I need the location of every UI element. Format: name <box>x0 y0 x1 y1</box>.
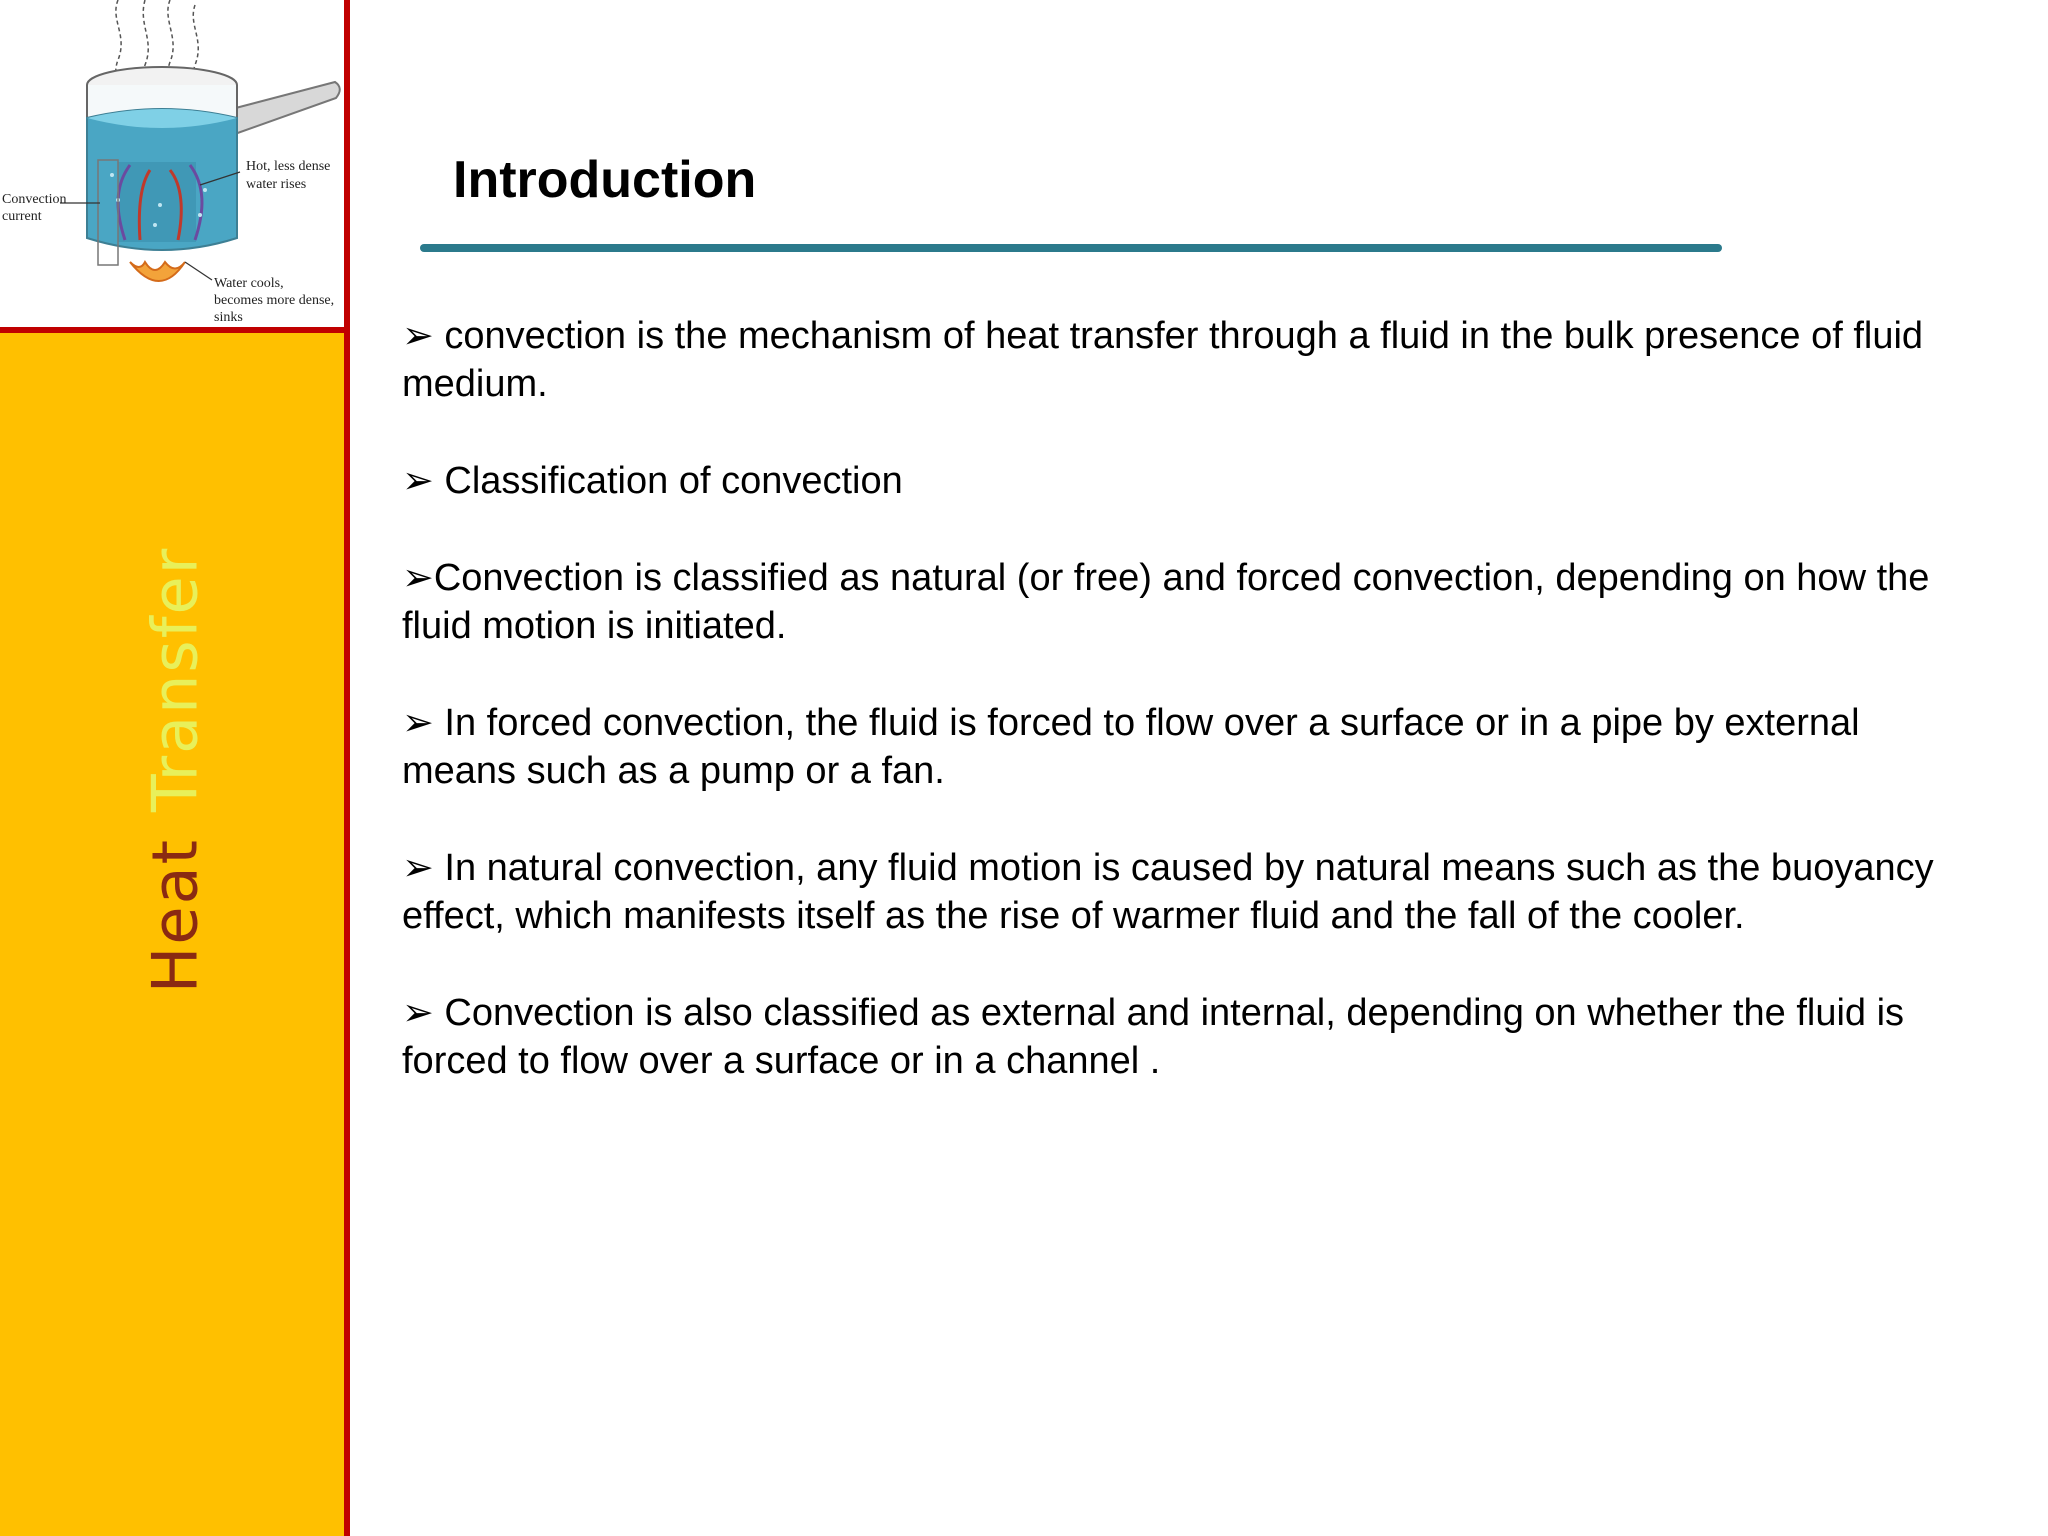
convection-figure-panel <box>0 0 350 333</box>
bullet-text: In natural convection, any fluid motion is caused by natural means such as the buoyancy effect, which manifests itself as the rise of warmer fluid and the fall of the cooler. <box>402 847 1934 937</box>
title-word-transfer: Transfer <box>138 546 212 813</box>
svg-text:current <box>2 209 42 224</box>
bullet-item <box>402 989 1982 1085</box>
arrow-bullet-icon: ➢ <box>402 992 434 1034</box>
bullet-item <box>402 457 1982 505</box>
title-underline <box>420 244 1722 252</box>
water-column <box>118 162 196 242</box>
vertical-title <box>139 547 212 993</box>
arrow-bullet-icon: ➢ <box>402 315 434 357</box>
flame <box>130 262 185 281</box>
bullet-text: convection is the mechanism of heat transfer through a fluid in the bulk presence of fluid medium. <box>402 315 1924 405</box>
svg-text:sinks <box>214 310 243 325</box>
arrow-bullet-icon: ➢ <box>402 702 434 744</box>
arrow-bullet-icon: ➢ <box>402 847 434 889</box>
convection-pot-illustration <box>0 0 344 327</box>
svg-text:becomes more dense, <box>214 293 334 308</box>
bullet-item <box>402 312 1982 408</box>
bullet-text: Convection is also classified as external and internal, depending on whether the fluid is forced to flow over a surface or in a channel . <box>402 992 1905 1082</box>
bullet-item <box>402 554 1982 650</box>
svg-text:water rises <box>246 177 306 192</box>
label-cool-1: Water cools, <box>214 276 284 291</box>
arrow-bullet-icon: ➢ <box>402 460 434 502</box>
bullet-text: In forced convection, the fluid is forced to flow over a surface or in a pipe by external means such as a pump or a fan. <box>402 702 1860 792</box>
label-convection-2: current <box>2 209 42 224</box>
bullet-item <box>402 699 1982 795</box>
pot-handle <box>228 82 340 135</box>
label-hot-2: water rises <box>246 177 307 192</box>
label-convection-1: Convection <box>2 192 67 207</box>
label-cool-3: sinks <box>214 310 243 325</box>
bullet-text: Classification of convection <box>433 460 903 502</box>
svg-text:Hot, less dense <box>246 159 330 174</box>
arrow-bullet-icon: ➢ <box>402 557 434 599</box>
label-cool-2: becomes more dense, <box>214 293 335 308</box>
bullet-item <box>402 844 1982 940</box>
svg-text:Convection <box>2 192 67 207</box>
slide-title: Introduction <box>453 151 757 209</box>
title-word-heat: Heat <box>138 838 212 994</box>
bullet-text: Convection is classified as natural (or free) and forced convection, depending on how the fluid motion is initiated. <box>402 557 1930 647</box>
bullet-list <box>402 312 1982 1134</box>
svg-text:Water cools, <box>214 276 284 291</box>
label-hot-1: Hot, less dense <box>246 159 331 174</box>
